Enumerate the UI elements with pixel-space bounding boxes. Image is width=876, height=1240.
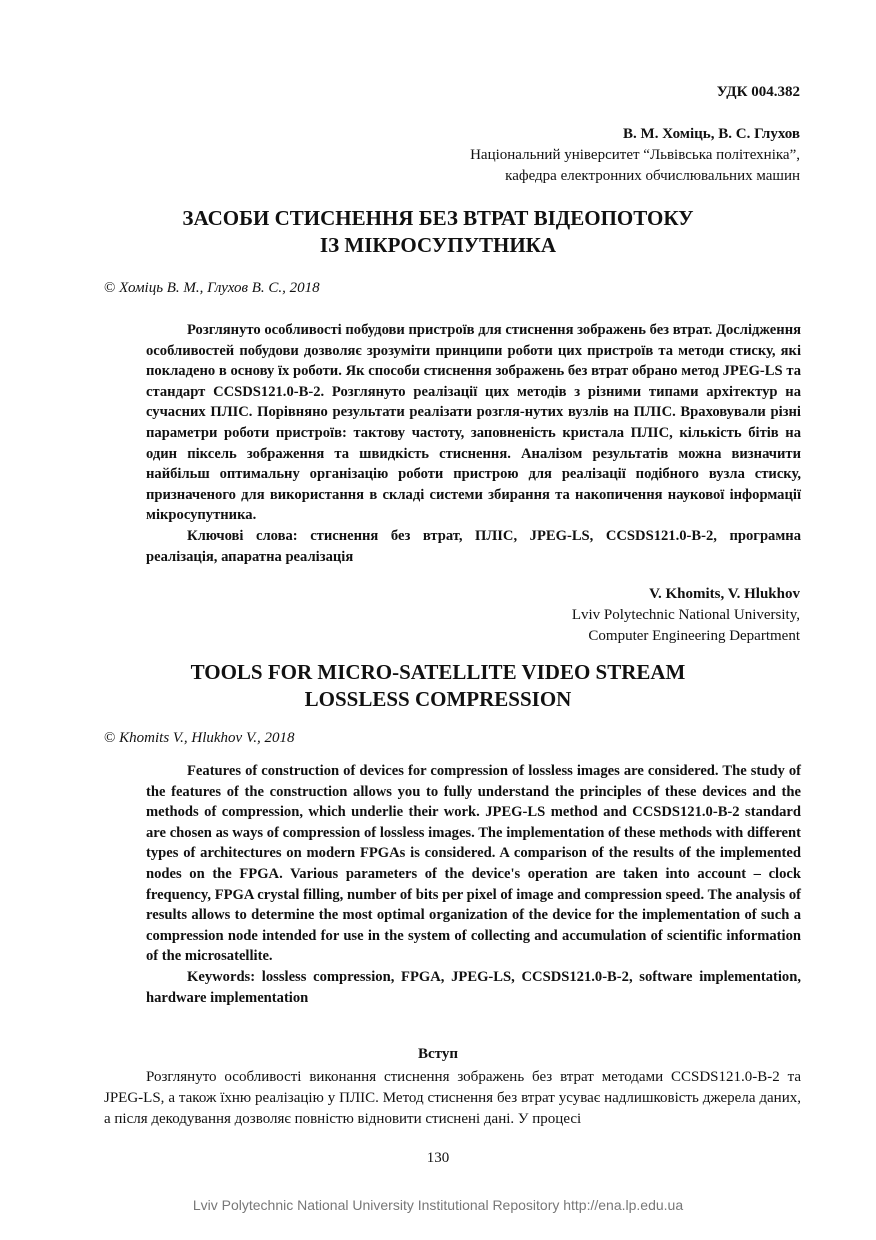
keywords-en: Keywords: lossless compression, FPGA, JPEG-LS, CCSDS121.0-B-2, software implementation, hardware implementation xyxy=(146,968,801,1006)
title-en-line2: LOSSLESS COMPRESSION xyxy=(304,687,572,711)
copyright-uk xyxy=(104,280,320,297)
keywords-uk: Ключові слова: стиснення без втрат, ПЛІС, JPEG-LS, CCSDS121.0-B-2, програмна реалізація, апаратна реалізація xyxy=(146,527,801,565)
abstract-en xyxy=(146,761,801,1008)
section-heading: Вступ xyxy=(418,1046,458,1062)
affiliation-uk-line1: Національний університет “Львівська політехніка”, xyxy=(470,147,800,163)
copyright-en xyxy=(104,730,294,747)
title-uk-line2: ІЗ МІКРОСУПУТНИКА xyxy=(319,233,557,257)
authors-block-en xyxy=(572,584,800,647)
page-number: 130 xyxy=(426,1150,450,1166)
authors-en: V. Khomits, V. Hlukhov xyxy=(649,586,800,602)
copyright-symbol: © xyxy=(104,730,116,746)
udk-code: УДК 004.382 xyxy=(716,84,800,100)
authors-uk: В. М. Хоміць, В. С. Глухов xyxy=(623,126,800,142)
repository-footer: Lviv Polytechnic National University Institutional Repository http://ena.lp.edu.ua xyxy=(192,1197,684,1213)
paper-title-en xyxy=(0,659,876,713)
abstract-uk xyxy=(146,320,801,567)
affiliation-en-line2: Computer Engineering Department xyxy=(588,628,800,644)
authors-block-uk xyxy=(470,124,800,187)
abstract-uk-text: Розглянуто особливості побудови пристроїв для стиснення зображень без втрат. Дослідження особливостей побудови дозволяє зрозуміти принципи роботи цих пристроїв та методи стиску, які покладено в основу їх роботи. Як способи стиснення зображень без втрат обрано метод JPEG-LS та стандарт CCSDS121.0-B-2. Розглянуто реалізації цих методів з різними типами архітектур на сучасних ПЛІС. Порівняно результати реалізати розгля-нутих вузлів на ПЛІС. Враховували різні параметри роботи пристроїв: тактову частоту, заповненість кристала ПЛІС, кількість бітів на один піксель зображення та швидкість стиснення. Аналізом результатів можна визначити найбільш оптимальну організацію роботи пристрою для реалізації подібного вузла стиску, призначеного для використання в складі системи збирання та накопичення наукової інформації мікросупутника. xyxy=(146,322,801,524)
paper-title-uk xyxy=(0,205,876,259)
copyright-en-text: Khomits V., Hlukhov V., 2018 xyxy=(119,730,295,746)
copyright-symbol: © xyxy=(104,280,116,296)
copyright-uk-text: Хоміць В. М., Глухов В. С., 2018 xyxy=(119,280,320,296)
abstract-en-text: Features of construction of devices for compression of lossless images are considered. The study of the features of the construction allows you to fully understand the principles of these devices and the methods of compression, which underlie their work. JPEG-LS method and CCSDS121.0-B-2 standard are chosen as ways of compression of lossless images. The implementation of these methods with different types of architectures on modern FPGAs is considered. A comparison of the results of the implemented nodes on the FPGA. Various parameters of the device's operation are taken into account – clock frequency, FPGA crystal filling, number of bits per pixel of image and compression speed. The analysis of results allows to determine the most optimal organization of the device for the implementation of such a compression node intended for use in the system of collecting and accumulation of scientific information of the microsatellite. xyxy=(146,763,801,965)
affiliation-uk-line2: кафедра електронних обчислювальних машин xyxy=(505,168,800,184)
title-uk-line1: ЗАСОБИ СТИСНЕННЯ БЕЗ ВТРАТ ВІДЕОПОТОКУ xyxy=(182,206,694,230)
affiliation-en-line1: Lviv Polytechnic National University, xyxy=(571,607,800,623)
title-en-line1: TOOLS FOR MICRO-SATELLITE VIDEO STREAM xyxy=(190,660,686,684)
intro-paragraph: Розглянуто особливості виконання стиснення зображень без втрат методами CCSDS121.0-B-2 та JPEG-LS, а також їхню реалізацію у ПЛІС. Метод стиснення без втрат усуває надлишковість джерела даних, а після декодування дозволяє повністю відновити стиснені дані. У процесі xyxy=(104,1069,801,1127)
intro-section xyxy=(104,1067,801,1130)
